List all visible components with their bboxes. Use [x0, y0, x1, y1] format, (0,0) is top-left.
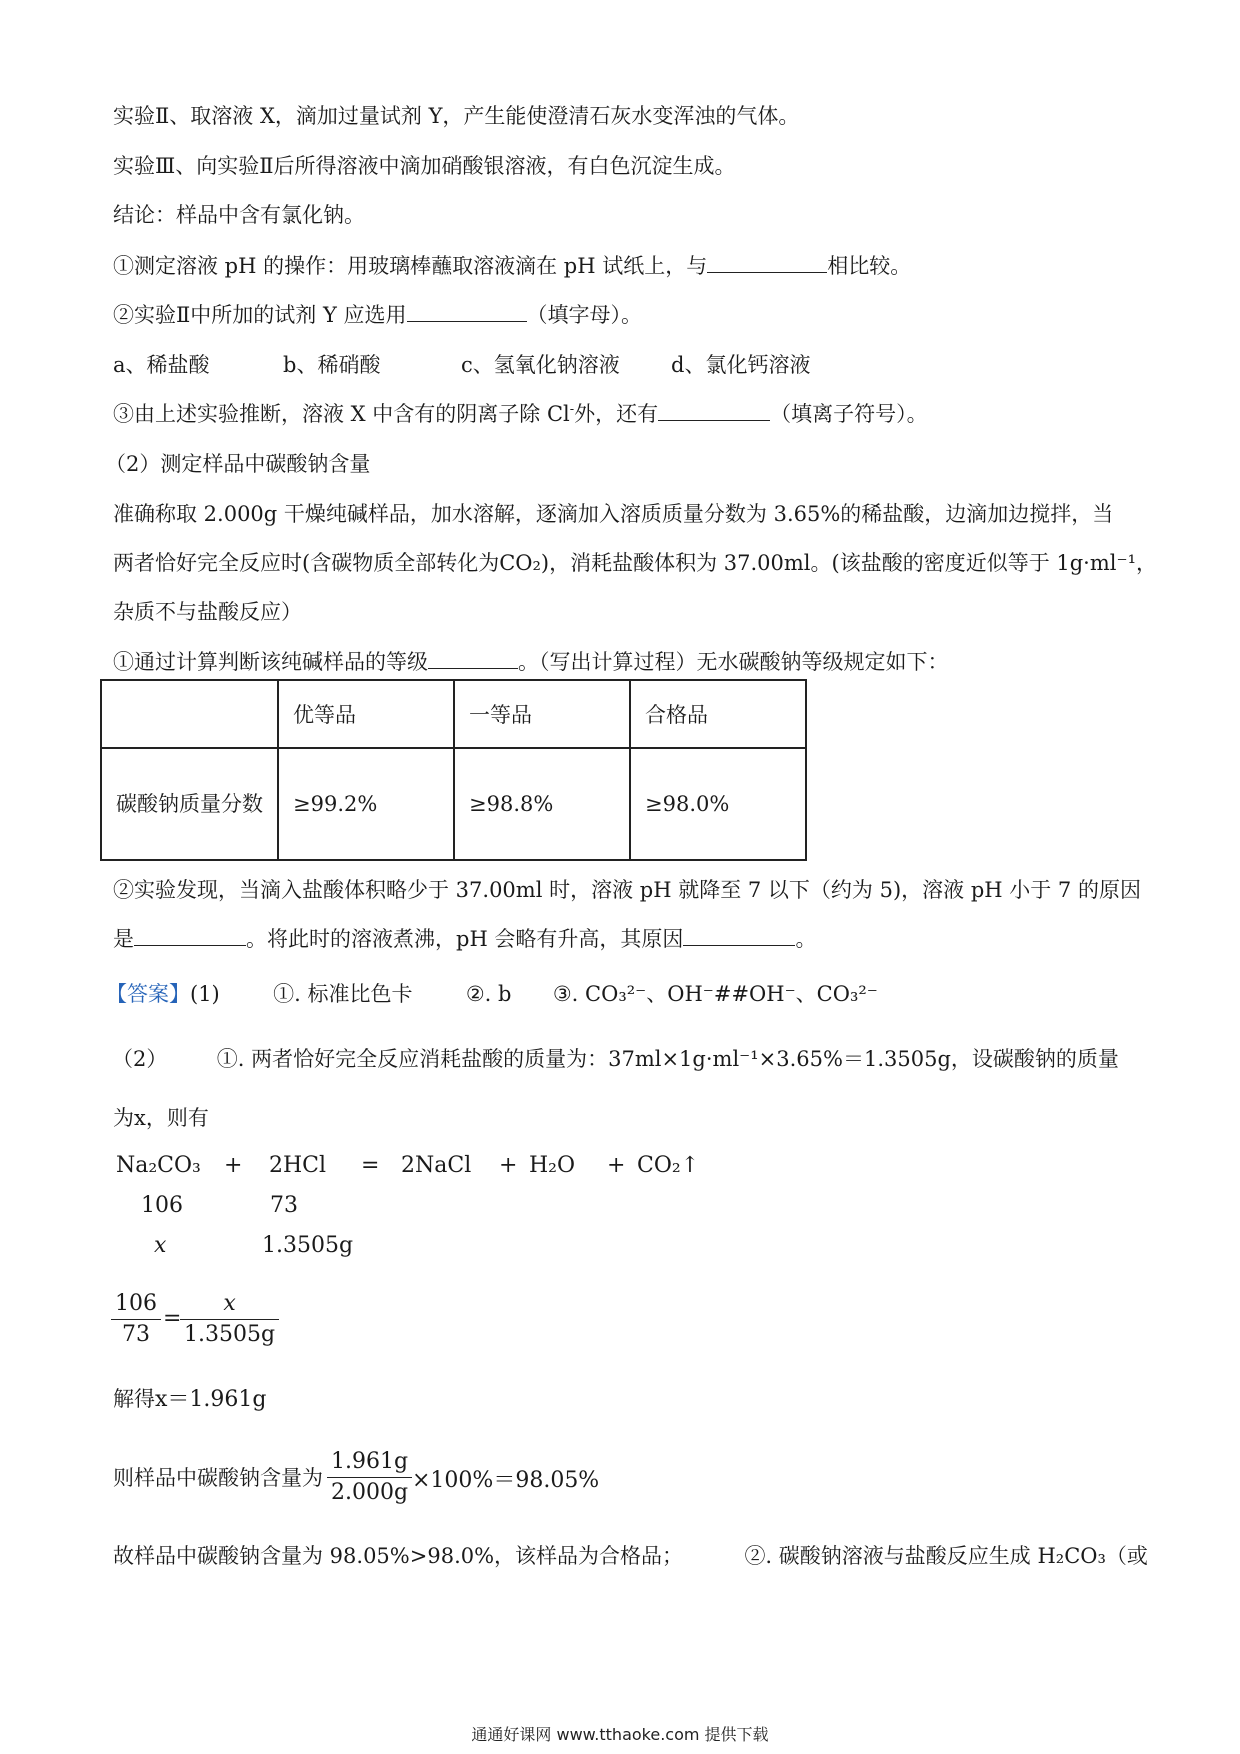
- part-2-question-2-suffix: 。: [795, 927, 817, 951]
- answer-1: ①. 标准比色卡: [273, 982, 413, 1006]
- question-3-charge: -: [569, 402, 575, 417]
- mass-ratio-row: [141, 1193, 298, 1218]
- equation-operator: +: [224, 1153, 243, 1178]
- solution-prefix: 解得: [113, 1387, 155, 1411]
- question-3-text: ③由上述实验推断，溶液 X 中含有的阴离子除 Cl: [113, 402, 570, 426]
- experiment-3-text: 实验Ⅲ、向实验Ⅱ后所得溶液中滴加硝酸银溶液，有白色沉淀生成。: [113, 154, 736, 178]
- part-2-question-2-line-1: ②实验发现，当滴入盐酸体积略少于 37.00ml 时，溶液 pH 就降至 7 以下（约为 5)，溶液 pH 小于 7 的原因: [113, 878, 1141, 902]
- answer-blank: [707, 252, 827, 273]
- part-2-paragraph-line-1: 准确称取 2.000g 干燥纯碱样品，加水溶解，逐滴加入溶质质量分数为 3.65%的稀盐酸，边滴加边搅拌，当: [113, 502, 1114, 526]
- question-2-text: ②实验Ⅱ中所加的试剂 Y 应选用: [113, 303, 407, 327]
- option-c: c、氢氧化钠溶液: [461, 353, 620, 377]
- solution-line: [113, 1385, 266, 1414]
- fraction-numerator: x: [180, 1289, 279, 1320]
- answer-part-2-line-1: [112, 1045, 1119, 1073]
- part-2-question-2-line-2: [113, 925, 816, 953]
- question-3-mid: 外，还有: [574, 402, 659, 426]
- part-2-paragraph-line-3: 杂质不与盐酸反应）: [113, 600, 302, 624]
- fraction-right: [180, 1289, 279, 1350]
- final-conclusion: 故样品中碳酸钠含量为 98.05%>98.0%，该样品为合格品；: [113, 1544, 684, 1568]
- table-row-label: 碳酸钠质量分数: [101, 748, 278, 860]
- answer-2: ②. b: [465, 982, 512, 1006]
- fraction-content: [327, 1447, 412, 1508]
- equation-operator: +: [607, 1153, 626, 1178]
- option-b: b、稀硝酸: [283, 353, 381, 377]
- content-result: ×100%＝98.05%: [412, 1468, 600, 1493]
- question-1-text: ①测定溶液 pH 的操作：用玻璃棒蘸取溶液滴在 pH 试纸上，与: [113, 254, 708, 278]
- question-2-line: [113, 301, 642, 329]
- table-header-cell: 合格品: [630, 680, 806, 748]
- fraction-denominator: 2.000g: [331, 1480, 409, 1505]
- table-header-row: [101, 680, 806, 748]
- table-header-cell: 优等品: [278, 680, 454, 748]
- equation-term: 2HCl: [269, 1153, 327, 1178]
- answer-blank: [683, 925, 795, 946]
- calculation-line-2: 为x，则有: [113, 1106, 209, 1130]
- equals-sign: =: [163, 1306, 182, 1331]
- table-cell: ≥99.2%: [278, 748, 454, 860]
- equation-operator: +: [499, 1153, 518, 1178]
- part-2-question-1-line: [113, 648, 949, 676]
- part-2-paragraph-line-2: 两者恰好完全反应时(含碳物质全部转化为CO₂)，消耗盐酸体积为 37.00ml。(该盐酸的密度近似等于 1g·ml⁻¹，: [113, 551, 1157, 575]
- grade-table: [100, 679, 807, 861]
- question-1-suffix: 相比较。: [827, 254, 912, 278]
- known-mass: 1.3505g: [262, 1233, 354, 1258]
- question-2-suffix: （填字母）。: [526, 303, 642, 327]
- unknown-variable: x: [154, 1233, 167, 1258]
- molar-mass-value: 106: [141, 1193, 183, 1218]
- answer-part-2-item-2: ②. 碳酸钠溶液与盐酸反应生成 H₂CO₃（或: [744, 1544, 1148, 1568]
- equation-term: CO₂↑: [637, 1153, 700, 1178]
- molar-mass-value: 73: [270, 1193, 298, 1218]
- answer-part-1-number: (1): [190, 982, 220, 1006]
- fraction-denominator: 73: [122, 1322, 150, 1347]
- answer-part-2-number: （2）: [112, 1047, 168, 1071]
- final-line: [113, 1542, 1148, 1570]
- table-header-cell: 一等品: [454, 680, 630, 748]
- options-line: [113, 351, 810, 379]
- fraction-denominator: 1.3505g: [184, 1322, 276, 1347]
- part-2-question-2-mid: 。将此时的溶液煮沸，pH 会略有升高，其原因: [246, 927, 684, 951]
- unknowns-row: [154, 1233, 353, 1258]
- part-2-question-1-suffix: 。（写出计算过程）无水碳酸钠等级规定如下：: [518, 650, 949, 674]
- page-footer: 通通好课网 www.tthaoke.com 提供下载: [471, 1725, 769, 1744]
- part-2-question-1-text: ①通过计算判断该纯碱样品的等级: [113, 650, 428, 674]
- fraction-numerator: 106: [111, 1289, 161, 1320]
- answer-part-1-line: [106, 980, 878, 1008]
- question-1-line: [113, 252, 911, 280]
- part-2-question-2-prefix: 是: [113, 927, 134, 951]
- equation-operator: =: [361, 1153, 380, 1178]
- conclusion-text: 结论：样品中含有氯化钠。: [113, 203, 365, 227]
- option-a: a、稀盐酸: [113, 353, 210, 377]
- equation-term: 2NaCl: [401, 1153, 472, 1178]
- answer-blank: [658, 400, 770, 421]
- table-cell: ≥98.0%: [630, 748, 806, 860]
- experiment-2-text: 实验Ⅱ、取溶液 X，滴加过量试剂 Y，产生能使澄清石灰水变浑浊的气体。: [113, 104, 800, 128]
- table-row: [101, 748, 806, 860]
- solution-value: x＝1.961g: [155, 1387, 267, 1412]
- fraction-left: [111, 1289, 161, 1350]
- equation-term: H₂O: [529, 1153, 576, 1178]
- answer-3: ③. CO₃²⁻、OH⁻##OH⁻、CO₃²⁻: [552, 982, 878, 1006]
- answer-blank: [428, 648, 518, 669]
- equation-term: Na₂CO₃: [116, 1153, 201, 1178]
- table-cell: ≥98.8%: [454, 748, 630, 860]
- content-line-prefix: 则样品中碳酸钠含量为: [113, 1466, 323, 1490]
- fraction-numerator: 1.961g: [327, 1447, 412, 1478]
- chemical-equation: [116, 1153, 699, 1178]
- calculation-line-1: ①. 两者恰好完全反应消耗盐酸的质量为：37ml×1g·ml⁻¹×3.65%＝1.3505g，设碳酸钠的质量: [216, 1047, 1119, 1071]
- question-3-suffix: （填离子符号）。: [770, 402, 928, 426]
- answer-blank: [134, 925, 246, 946]
- option-d: d、氯化钙溶液: [671, 353, 811, 377]
- table-header-cell: [101, 680, 278, 748]
- question-3-line: [113, 400, 928, 428]
- answer-label: 【答案】: [106, 982, 190, 1006]
- part-2-title: （2）测定样品中碳酸钠含量: [105, 452, 371, 476]
- answer-blank: [407, 301, 527, 322]
